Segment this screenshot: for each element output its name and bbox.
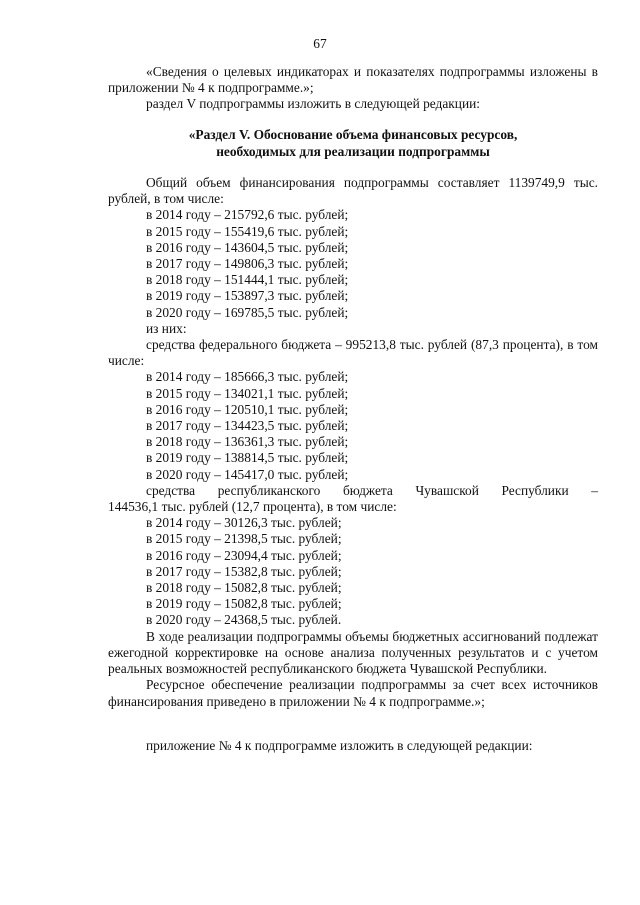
word: Чувашской [415,482,479,498]
list-item: в 2014 году – 215792,6 тыс. рублей; [146,207,349,223]
republic-budget-line-2: 144536,1 тыс. рублей (12,7 процента), в том числе: [108,499,397,515]
intro-block [108,64,598,113]
republic-years-list [108,515,598,628]
appendix-instruction-block [108,738,598,754]
word: бюджета [342,482,393,498]
word: Республики [501,482,569,498]
adjustment-paragraph: В ходе реализации подпрограммы объемы бюджетных ассигнований подлежат ежегодной корректировке на основе анализа полученных результатов и с учетом реальных возможностей республиканского бюджета Чувашской Республики. [108,628,598,677]
list-item: в 2017 году – 134423,5 тыс. рублей; [146,418,349,434]
section-title [108,126,598,160]
list-item: в 2019 году – 153897,3 тыс. рублей; [146,288,349,304]
resources-paragraph: Ресурсное обеспечение реализации подпрограммы за счет всех источников финансирования приведено в приложении № 4 к подпрограмме.»; [108,677,598,709]
federal-years-list [108,369,598,482]
section-title-line-1: «Раздел V. Обоснование объема финансовых ресурсов, [188,127,518,142]
intro-paragraph-section-v: раздел V подпрограммы изложить в следующей редакции: [146,96,481,112]
financing-body [108,175,598,710]
federal-budget-paragraph: средства федерального бюджета – 995213,8 тыс. рублей (87,3 процента), в том числе: [108,337,598,369]
intro-paragraph-indicators: «Сведения о целевых индикаторах и показателях подпрограммы изложены в приложении № 4 к подпрограмме.»; [108,64,598,96]
total-financing-paragraph: Общий объем финансирования подпрограммы составляет 1139749,9 тыс. рублей, в том числе: [108,175,598,207]
section-title-line-2: необходимых для реализации подпрограммы [216,144,490,159]
list-item: в 2016 году – 120510,1 тыс. рублей; [146,401,349,417]
list-item: в 2018 году – 136361,3 тыс. рублей; [146,434,349,450]
list-item: в 2018 году – 15082,8 тыс. рублей; [146,580,342,596]
list-item: в 2016 году – 143604,5 тыс. рублей; [146,239,349,255]
list-item: в 2017 году – 15382,8 тыс. рублей; [146,563,342,579]
list-item: в 2014 году – 185666,3 тыс. рублей; [146,369,349,385]
appendix-instruction: приложение № 4 к подпрограмме изложить в следующей редакции: [146,738,533,753]
republic-budget-line-1 [108,483,598,499]
list-item: в 2020 году – 24368,5 тыс. рублей. [146,612,342,628]
list-item: в 2015 году – 134021,1 тыс. рублей; [146,385,349,401]
list-item: в 2014 году – 30126,3 тыс. рублей; [146,515,342,531]
list-item: в 2019 году – 15082,8 тыс. рублей; [146,596,342,612]
total-years-list [108,207,598,320]
list-item: в 2016 году – 23094,4 тыс. рублей; [146,547,342,563]
word: республиканского [217,482,321,498]
list-item: в 2017 году – 149806,3 тыс. рублей; [146,256,349,272]
word: – [591,482,598,498]
of-which-label: из них: [146,320,187,336]
list-item: в 2015 году – 21398,5 тыс. рублей; [146,531,342,547]
list-item: в 2020 году – 145417,0 тыс. рублей; [146,466,349,482]
list-item: в 2015 году – 155419,6 тыс. рублей; [146,223,349,239]
list-item: в 2020 году – 169785,5 тыс. рублей; [146,304,349,320]
word: средства [146,482,196,498]
page-number: 67 [313,36,327,51]
list-item: в 2019 году – 138814,5 тыс. рублей; [146,450,349,466]
list-item: в 2018 году – 151444,1 тыс. рублей; [146,272,349,288]
